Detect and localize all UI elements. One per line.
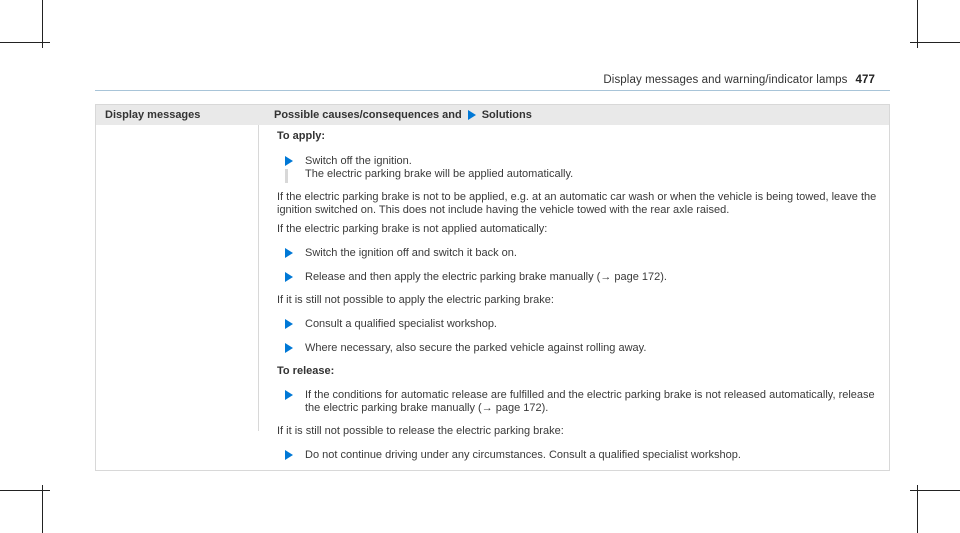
col-header-solutions-text: Solutions xyxy=(481,109,532,121)
step-arrow-icon xyxy=(285,319,293,329)
paragraph: If it is still not possible to apply the electric parking brake: xyxy=(277,294,554,306)
step-arrow-icon xyxy=(285,248,293,258)
crop-mark xyxy=(917,0,918,48)
crop-mark xyxy=(0,490,50,491)
step-item xyxy=(277,318,877,331)
step-arrow-icon xyxy=(285,156,293,166)
running-header-title: Display messages and warning/indicator lamps xyxy=(603,74,848,86)
messages-table xyxy=(95,104,890,471)
step-arrow-icon xyxy=(285,450,293,460)
page-number: 477 xyxy=(855,74,875,86)
col-header-display-messages: Display messages xyxy=(105,109,201,121)
arrow-right-icon xyxy=(468,110,476,120)
table-body xyxy=(96,125,889,470)
step-item xyxy=(277,271,877,284)
header-rule xyxy=(95,90,890,91)
step-arrow-icon xyxy=(285,272,293,282)
paragraph: If the electric parking brake is not applied automatically: xyxy=(277,223,548,235)
step-text: Consult a qualified specialist workshop. xyxy=(305,318,497,330)
step-result-text: The electric parking brake will be applied automatically. xyxy=(305,168,877,181)
step-text: Release and then apply the electric parking brake manually (→ page 172). xyxy=(305,271,667,283)
step-item xyxy=(277,247,877,260)
step-arrow-icon xyxy=(285,390,293,400)
to-release-heading: To release: xyxy=(277,365,335,377)
step-item xyxy=(277,155,877,181)
crop-mark xyxy=(917,485,918,533)
crop-mark xyxy=(42,0,43,48)
paragraph: If it is still not possible to release the electric parking brake: xyxy=(277,425,564,437)
step-text: If the conditions for automatic release are fulfilled and the electric parking brake is not released automatically, release the electric parking brake manually (→ page 172). xyxy=(305,389,875,414)
step-text: Switch off the ignition. xyxy=(305,155,412,167)
step-item xyxy=(277,389,877,415)
step-text: Do not continue driving under any circumstances. Consult a qualified specialist workshop. xyxy=(305,449,741,461)
step-arrow-icon xyxy=(285,343,293,353)
crop-mark xyxy=(0,42,50,43)
col-header-causes-solutions xyxy=(259,109,889,121)
running-header xyxy=(603,74,875,86)
crop-mark xyxy=(910,42,960,43)
step-text: Where necessary, also secure the parked vehicle against rolling away. xyxy=(305,342,647,354)
crop-mark xyxy=(910,490,960,491)
step-item xyxy=(277,449,877,462)
col-header-causes-text: Possible causes/consequences and xyxy=(274,109,462,121)
to-apply-heading: To apply: xyxy=(277,130,326,142)
paragraph: If the electric parking brake is not to be applied, e.g. at an automatic car wash or when the vehicle is being towed, leave the ignition switched on. This does not include having the vehicle towed with the rear axle raised. xyxy=(277,191,877,216)
table-header xyxy=(96,105,889,125)
crop-mark xyxy=(42,485,43,533)
solutions-cell xyxy=(259,125,889,470)
step-text: Switch the ignition off and switch it back on. xyxy=(305,247,517,259)
display-message-cell xyxy=(96,125,259,431)
step-item xyxy=(277,342,877,355)
